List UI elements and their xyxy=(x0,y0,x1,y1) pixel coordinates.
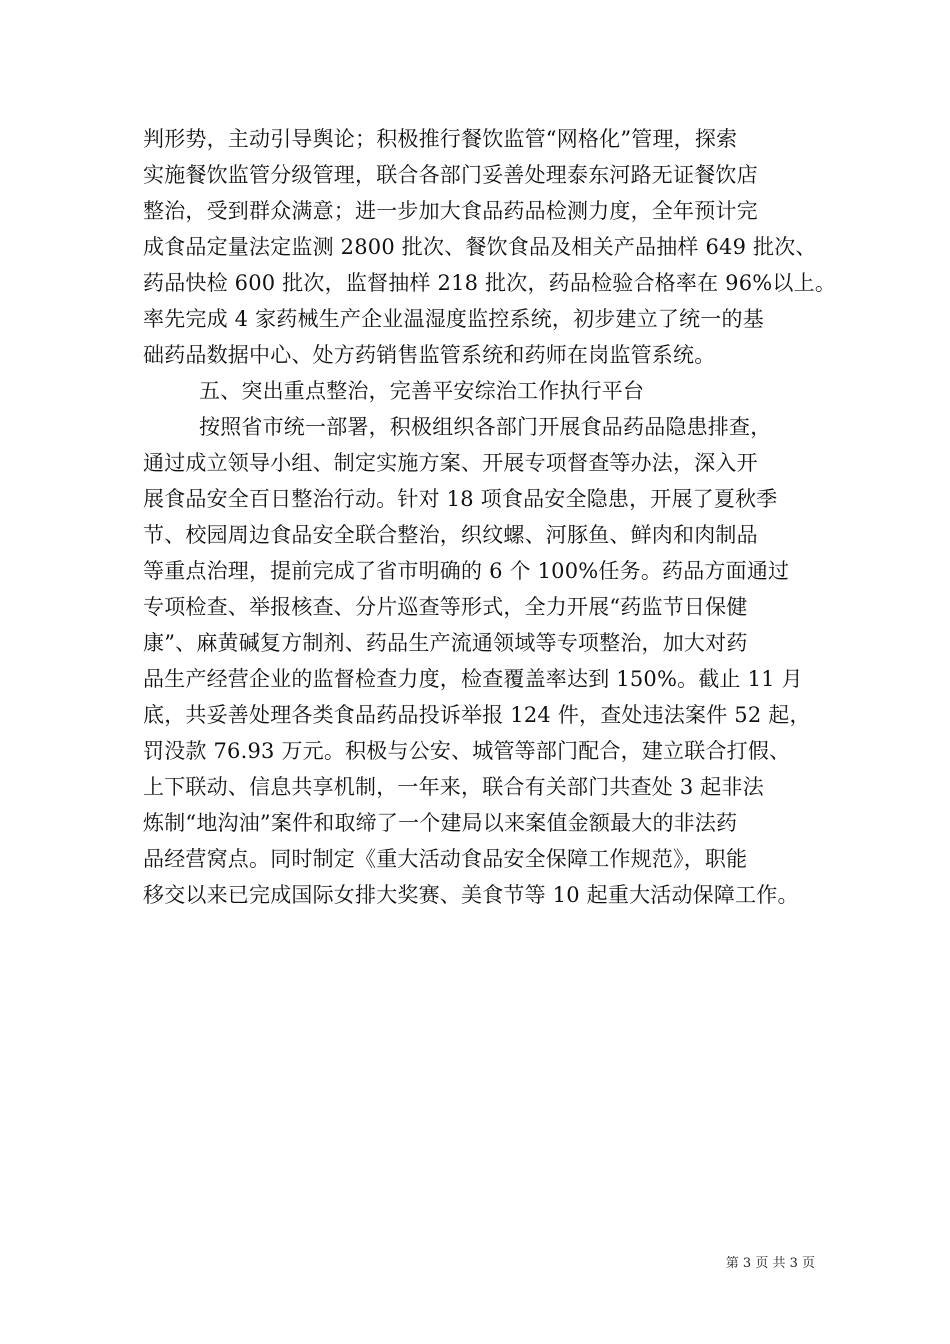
text-line: 品经营窝点。同时制定《重大活动食品安全保障工作规范》，职能 xyxy=(143,847,748,871)
text-line: 率先完成 4 家药械生产企业温湿度监控系统，初步建立了统一的基 xyxy=(143,307,764,331)
paragraph-food-drug-monitoring xyxy=(143,121,843,373)
text-line: 展食品安全百日整治行动。针对 18 项食品安全隐患，开展了夏秋季 xyxy=(143,487,778,511)
text-line: 实施餐饮监管分级管理，联合各部门妥善处理泰东河路无证餐饮店 xyxy=(143,163,758,187)
text-line: 炼制“地沟油”案件和取缔了一个建局以来案值金额最大的非法药 xyxy=(143,811,738,835)
paragraph-key-rectification xyxy=(143,409,843,913)
document-body xyxy=(143,121,843,913)
text-line: 移交以来已完成国际女排大奖赛、美食节等 10 起重大活动保障工作。 xyxy=(143,883,799,907)
text-line: 底，共妥善处理各类食品药品投诉举报 124 件，查处违法案件 52 起， xyxy=(143,703,811,727)
text-line: 节、校园周边食品安全联合整治，织纹螺、河豚鱼、鲜肉和肉制品 xyxy=(143,523,758,547)
text-line: 通过成立领导小组、制定实施方案、开展专项督查等办法，深入开 xyxy=(143,451,758,475)
text-line: 等重点治理，提前完成了省市明确的 6 个 100%任务。药品方面通过 xyxy=(143,559,790,583)
text-line: 专项检查、举报核查、分片巡查等形式，全力开展“药监节日保健 xyxy=(143,595,748,619)
text-line: 上下联动、信息共享机制，一年来，联合有关部门共查处 3 起非法 xyxy=(143,775,764,799)
text-line: 罚没款 76.93 万元。积极与公安、城管等部门配合，建立联合打假、 xyxy=(143,739,791,763)
text-line: 品生产经营企业的监督检查力度，检查覆盖率达到 150%。截止 11 月 xyxy=(143,667,803,691)
text-line: 判形势，主动引导舆论；积极推行餐饮监管“网格化”管理，探索 xyxy=(143,127,738,151)
text-line: 药品快检 600 批次，监督抽样 218 批次，药品检验合格率在 96%以上。 xyxy=(143,271,837,295)
section-heading: 五、突出重点整治，完善平安综治工作执行平台 xyxy=(199,379,645,403)
text-line: 整治，受到群众满意；进一步加大食品药品检测力度，全年预计完 xyxy=(143,199,758,223)
page-number-footer: 第 3 页 共 3 页 xyxy=(725,1256,815,1271)
text-line: 按照省市统一部署，积极组织各部门开展食品药品隐患排查， xyxy=(199,415,772,439)
text-line: 成食品定量法定监测 2800 批次、餐饮食品及相关产品抽样 649 批次、 xyxy=(143,235,817,259)
text-line: 础药品数据中心、处方药销售监管系统和药师在岗监管系统。 xyxy=(143,343,716,367)
text-line: 康”、麻黄碱复方制剂、药品生产流通领域等专项整治，加大对药 xyxy=(143,631,748,655)
